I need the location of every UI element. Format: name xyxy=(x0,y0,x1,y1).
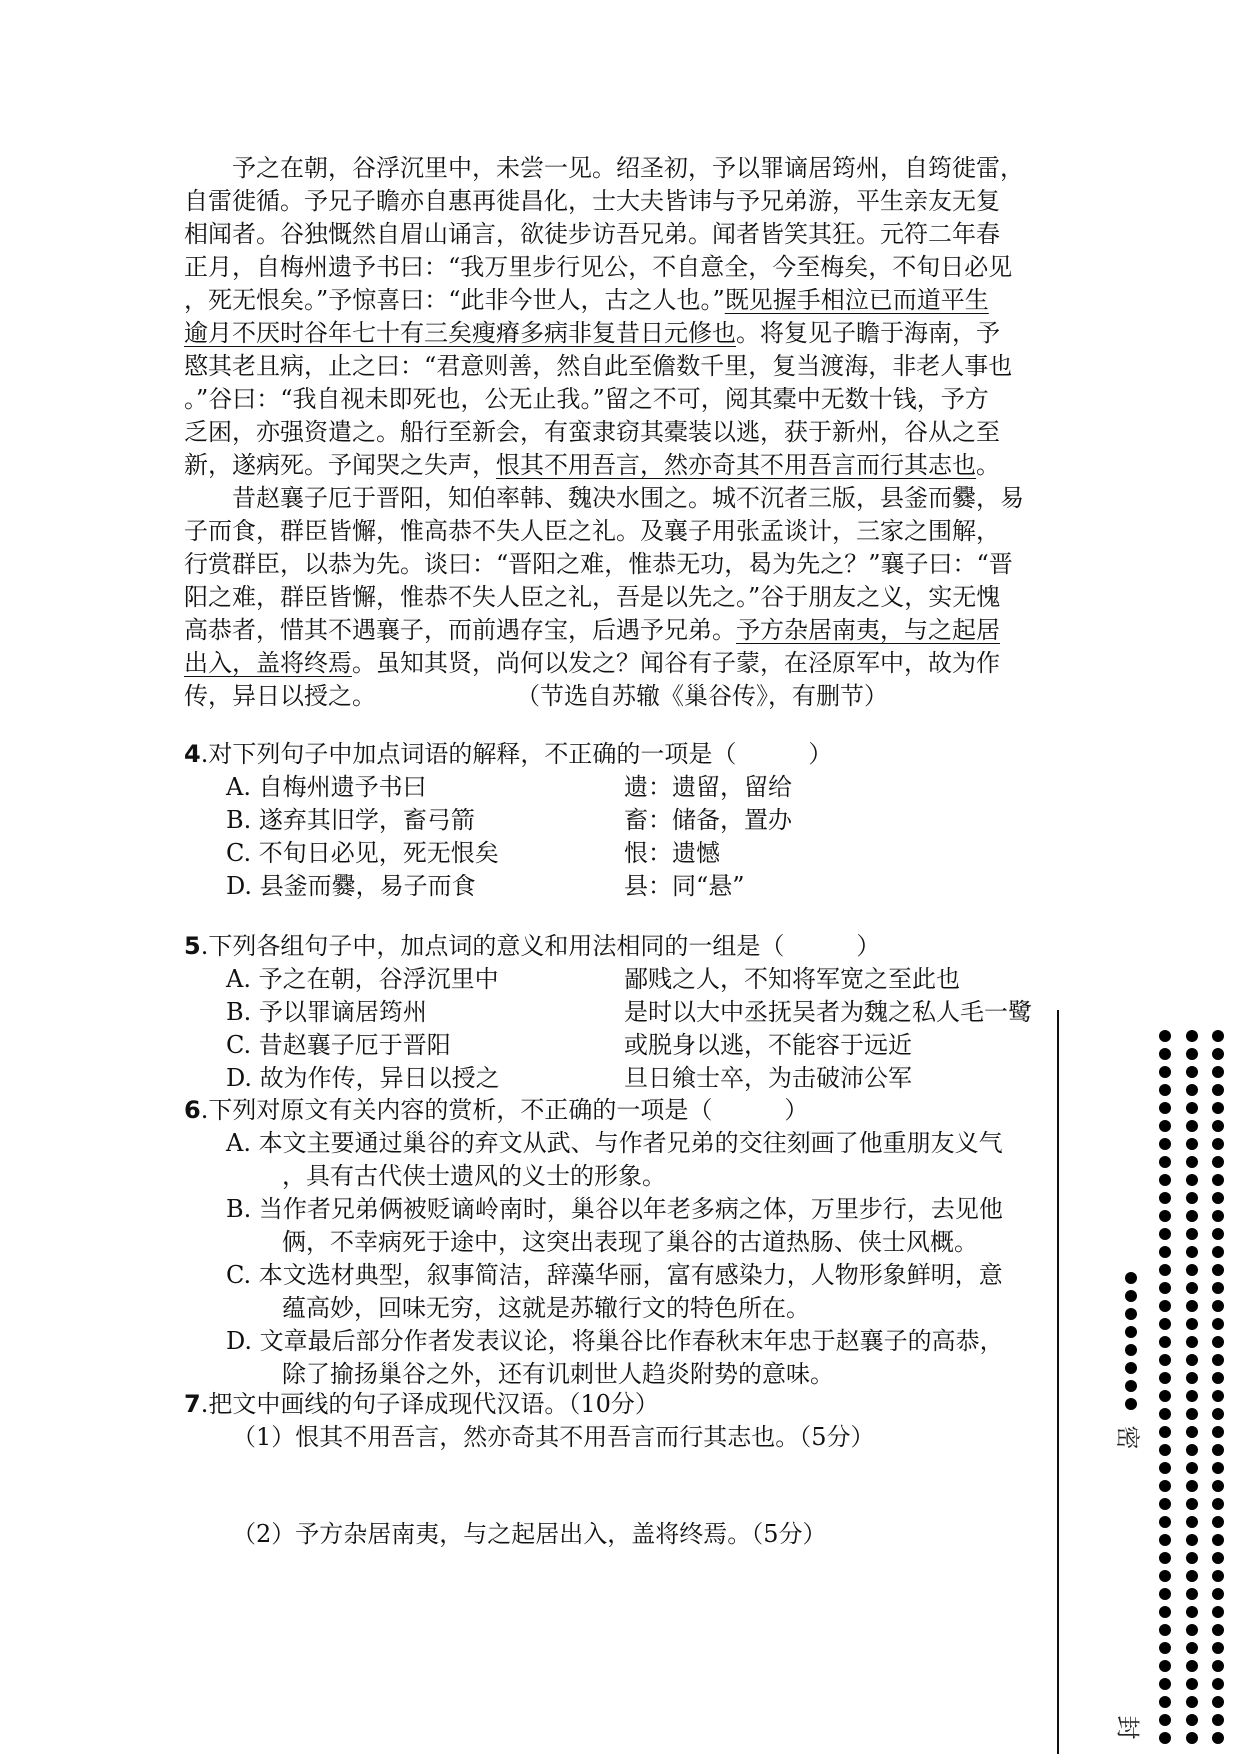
passage-text: 传，异日以授之。 xyxy=(184,682,376,710)
seal-dot xyxy=(1159,1606,1171,1618)
seal-dot xyxy=(1186,1174,1198,1186)
seal-dot xyxy=(1212,1642,1224,1654)
seal-dot xyxy=(1186,1534,1198,1546)
question-text: .下列各组句子中，加点词的意义和用法相同的一组是（ ） xyxy=(200,932,881,960)
question-text: .对下列句子中加点词语的解释，不正确的一项是（ ） xyxy=(200,740,833,768)
seal-dot xyxy=(1186,1732,1198,1744)
option-text: A. 本文主要通过巢谷的弃文从武、与作者兄弟的交往刻画了他重朋友义气 xyxy=(226,1129,1003,1157)
seal-dot xyxy=(1186,1300,1198,1312)
passage-text: 高恭者，惜其不遇襄子，而前遇存宝，后遇予兄弟。 xyxy=(184,616,736,644)
seal-dot xyxy=(1212,1426,1224,1438)
option-text-cont: ，具有古代侠士遗风的义士的形象。 xyxy=(282,1162,666,1190)
seal-dot xyxy=(1186,1156,1198,1168)
seal-dot xyxy=(1186,1552,1198,1564)
seal-dot xyxy=(1212,1282,1224,1294)
seal-dot xyxy=(1159,1498,1171,1510)
passage-line: 乏困，亦强资遣之。船行至新会，有蛮隶窃其橐装以逃，获于新州，谷从之至 xyxy=(184,418,1000,446)
seal-dot xyxy=(1125,1398,1137,1410)
seal-label-mi: 密 xyxy=(1113,1425,1142,1450)
option-b[interactable] xyxy=(184,1193,1044,1259)
option-text-cont: 除了揄扬巢谷之外，还有讥刺世人趋炎附势的意味。 xyxy=(282,1360,834,1388)
seal-dot xyxy=(1186,1264,1198,1276)
seal-dot xyxy=(1186,1696,1198,1708)
seal-dot xyxy=(1159,1552,1171,1564)
seal-dot xyxy=(1159,1048,1171,1060)
question-stem xyxy=(184,930,1044,963)
seal-dot xyxy=(1186,1390,1198,1402)
seal-dot xyxy=(1159,1660,1171,1672)
seal-dot xyxy=(1125,1380,1137,1392)
option-text: C. 不旬日必见，死无恨矣 xyxy=(226,839,499,867)
option-text: A. 予之在朝，谷浮沉里中 xyxy=(226,965,499,993)
seal-dot xyxy=(1212,1498,1224,1510)
seal-dot xyxy=(1212,1120,1224,1132)
translation-item-1: （1）恨其不用吾言，然亦奇其不用吾言而行其志也。（5分） xyxy=(232,1423,875,1451)
seal-dot xyxy=(1186,1714,1198,1726)
option-c[interactable] xyxy=(184,1259,1044,1325)
seal-dot xyxy=(1159,1174,1171,1186)
seal-dot xyxy=(1186,1408,1198,1420)
question-text: .把文中画线的句子译成现代汉语。（10分） xyxy=(200,1390,659,1418)
question-5 xyxy=(184,930,1044,1095)
seal-dot xyxy=(1186,1588,1198,1600)
question-7 xyxy=(184,1388,1044,1551)
seal-dot xyxy=(1212,1066,1224,1078)
option-a[interactable] xyxy=(184,963,1044,996)
reading-passage xyxy=(184,152,1054,713)
option-d[interactable] xyxy=(184,870,1044,903)
passage-line: 阳之难，群臣皆懈，惟恭不失人臣之礼，吾是以先之。”谷于朋友之义，实无愧 xyxy=(184,583,1001,611)
passage-line xyxy=(184,614,1054,647)
underlined-sentence-3-cont: 出入，盖将终焉 xyxy=(184,649,352,677)
passage-line: 予之在朝，谷浮沉里中，未尝一见。绍圣初，予以罪谪居筠州，自筠徙雷， xyxy=(232,154,1024,182)
option-text-cont: 俩，不幸病死于途中，这突出表现了巢谷的古道热肠、侠士风概。 xyxy=(282,1228,978,1256)
passage-line xyxy=(184,284,1054,317)
seal-dot xyxy=(1186,1462,1198,1474)
passage-line xyxy=(184,680,1054,713)
seal-dot xyxy=(1159,1300,1171,1312)
passage-line xyxy=(184,317,1054,350)
seal-dot xyxy=(1159,1264,1171,1276)
seal-dot xyxy=(1212,1246,1224,1258)
option-pair: 旦日飨士卒，为击破沛公军 xyxy=(624,1064,912,1092)
dotted-seal-line xyxy=(1125,1272,1138,1416)
seal-dot xyxy=(1212,1408,1224,1420)
seal-dot xyxy=(1159,1426,1171,1438)
binding-line xyxy=(1057,1010,1059,1754)
option-c[interactable] xyxy=(184,1029,1044,1062)
option-b[interactable] xyxy=(184,804,1044,837)
seal-dot xyxy=(1159,1714,1171,1726)
passage-text: ，死无恨矣。”予惊喜曰：“此非今世人，古之人也。” xyxy=(184,286,725,314)
seal-dot xyxy=(1212,1264,1224,1276)
option-text: D. 文章最后部分作者发表议论，将巢谷比作春秋末年忠于赵襄子的高恭， xyxy=(226,1327,1004,1355)
passage-source: （节选自苏辙《巢谷传》，有删节） xyxy=(516,682,888,710)
seal-dot xyxy=(1212,1390,1224,1402)
seal-dot xyxy=(1212,1444,1224,1456)
seal-dot xyxy=(1159,1228,1171,1240)
seal-dot xyxy=(1125,1362,1137,1374)
seal-dot xyxy=(1186,1030,1198,1042)
seal-dot xyxy=(1212,1660,1224,1672)
seal-dot xyxy=(1212,1138,1224,1150)
answer-space[interactable] xyxy=(184,1454,1044,1518)
seal-dot xyxy=(1212,1678,1224,1690)
seal-dot xyxy=(1159,1210,1171,1222)
option-text: D. 县釜而爨，易子而食 xyxy=(226,872,476,900)
seal-dot xyxy=(1212,1516,1224,1528)
option-c[interactable] xyxy=(184,837,1044,870)
seal-dot xyxy=(1186,1228,1198,1240)
seal-dot xyxy=(1212,1228,1224,1240)
seal-dot xyxy=(1186,1336,1198,1348)
dotted-seal-line xyxy=(1159,1030,1172,1750)
seal-dot xyxy=(1212,1048,1224,1060)
option-pair: 鄙贱之人，不知将军宽之至此也 xyxy=(624,965,960,993)
option-explanation: 恨：遗憾 xyxy=(624,839,720,867)
seal-dot xyxy=(1159,1516,1171,1528)
seal-dot xyxy=(1125,1344,1137,1356)
seal-dot xyxy=(1159,1336,1171,1348)
seal-dot xyxy=(1212,1570,1224,1582)
passage-text: 新，遂病死。予闻哭之失声， xyxy=(184,451,496,479)
question-4 xyxy=(184,738,1044,903)
seal-dot xyxy=(1125,1272,1137,1284)
question-number: 5 xyxy=(184,932,201,960)
seal-dot xyxy=(1212,1318,1224,1330)
seal-dot xyxy=(1186,1480,1198,1492)
seal-dot xyxy=(1212,1156,1224,1168)
seal-dot xyxy=(1159,1570,1171,1582)
passage-line: 正月，自梅州遗予书曰：“我万里步行见公，不自意全，今至梅矣，不旬日必见 xyxy=(184,253,1013,281)
seal-dot xyxy=(1212,1480,1224,1492)
option-text: C. 本文选材典型，叙事简洁，辞藻华丽，富有感染力，人物形象鲜明，意 xyxy=(226,1261,1003,1289)
seal-dot xyxy=(1159,1066,1171,1078)
seal-dot xyxy=(1125,1308,1137,1320)
question-stem xyxy=(184,738,1044,771)
seal-dot xyxy=(1186,1498,1198,1510)
passage-line: 愍其老且病，止之曰：“君意则善，然自此至儋数千里，复当渡海，非老人事也 xyxy=(184,352,1013,380)
seal-dot xyxy=(1212,1192,1224,1204)
seal-dot xyxy=(1212,1696,1224,1708)
seal-dot xyxy=(1186,1282,1198,1294)
seal-dot xyxy=(1186,1192,1198,1204)
seal-dot xyxy=(1212,1534,1224,1546)
seal-dot xyxy=(1186,1642,1198,1654)
question-6 xyxy=(184,1094,1044,1391)
seal-dot xyxy=(1186,1084,1198,1096)
option-text: A. 自梅州遗予书曰 xyxy=(226,773,427,801)
seal-dot xyxy=(1159,1480,1171,1492)
seal-dot xyxy=(1212,1624,1224,1636)
passage-line: 相闻者。谷独慨然自眉山诵言，欲徒步访吾兄弟。闻者皆笑其狂。元符二年春 xyxy=(184,220,1000,248)
seal-dot xyxy=(1212,1354,1224,1366)
dotted-seal-line xyxy=(1212,1030,1225,1750)
seal-dot xyxy=(1159,1678,1171,1690)
seal-dot xyxy=(1159,1246,1171,1258)
seal-dot xyxy=(1186,1354,1198,1366)
option-b[interactable] xyxy=(184,996,1044,1029)
seal-dot xyxy=(1212,1030,1224,1042)
underlined-sentence-1: 既见握手相泣已而道平生 xyxy=(724,286,989,314)
seal-dot xyxy=(1159,1588,1171,1600)
question-number: 4 xyxy=(184,740,201,768)
seal-dot xyxy=(1212,1372,1224,1384)
seal-dot xyxy=(1212,1174,1224,1186)
seal-dot xyxy=(1186,1246,1198,1258)
option-text-cont: 蕴高妙，回味无穷，这就是苏辙行文的特色所在。 xyxy=(282,1294,810,1322)
seal-label-feng: 封 xyxy=(1113,1715,1142,1740)
option-explanation: 遗：遗留，留给 xyxy=(624,773,792,801)
seal-dot xyxy=(1186,1372,1198,1384)
seal-dot xyxy=(1186,1048,1198,1060)
option-a[interactable] xyxy=(184,1127,1044,1193)
question-stem xyxy=(184,1094,1044,1127)
seal-dot xyxy=(1159,1282,1171,1294)
passage-line: 自雷徙循。予兄子瞻亦自惠再徙昌化，士大夫皆讳与予兄弟游，平生亲友无复 xyxy=(184,187,1000,215)
seal-dot xyxy=(1159,1534,1171,1546)
seal-dot xyxy=(1186,1660,1198,1672)
question-stem xyxy=(184,1388,1044,1421)
translation-item-2: （2）予方杂居南夷，与之起居出入，盖将终焉。（5分） xyxy=(232,1520,827,1548)
seal-dot xyxy=(1212,1606,1224,1618)
seal-dot xyxy=(1212,1462,1224,1474)
option-d[interactable] xyxy=(184,1325,1044,1391)
passage-line: 行赏群臣，以恭为先。谈曰：“晋阳之难，惟恭无功，曷为先之？”襄子曰：“晋 xyxy=(184,550,1013,578)
passage-line xyxy=(184,647,1054,680)
question-number: 7 xyxy=(184,1390,201,1418)
option-text: B. 予以罪谪居筠州 xyxy=(226,998,427,1026)
seal-dot xyxy=(1186,1210,1198,1222)
seal-dot xyxy=(1212,1552,1224,1564)
seal-dot xyxy=(1186,1318,1198,1330)
passage-line xyxy=(184,449,1054,482)
seal-dot xyxy=(1159,1696,1171,1708)
seal-dot xyxy=(1212,1732,1224,1744)
underlined-sentence-2: 恨其不用吾言，然亦奇其不用吾言而行其志也 xyxy=(496,451,976,479)
seal-dot xyxy=(1212,1084,1224,1096)
seal-dot xyxy=(1186,1606,1198,1618)
option-text: D. 故为作传，异日以授之 xyxy=(226,1064,500,1092)
passage-text: 。虽知其贤，尚何以发之？闻谷有子蒙，在泾原军中，故为作 xyxy=(352,649,1000,677)
seal-dot xyxy=(1186,1624,1198,1636)
seal-dot xyxy=(1159,1138,1171,1150)
seal-dot xyxy=(1159,1354,1171,1366)
passage-line: 子而食，群臣皆懈，惟高恭不失人臣之礼。及襄子用张孟谈计，三家之围解， xyxy=(184,517,1000,545)
option-explanation: 县：同“悬” xyxy=(624,872,745,900)
option-d[interactable] xyxy=(184,1062,1044,1095)
passage-text: 。将复见子瞻于海南，予 xyxy=(736,319,1000,347)
passage-text: 。 xyxy=(976,451,1000,479)
seal-dot xyxy=(1212,1714,1224,1726)
seal-dot xyxy=(1186,1678,1198,1690)
seal-dot xyxy=(1186,1120,1198,1132)
seal-dot xyxy=(1186,1426,1198,1438)
option-a[interactable] xyxy=(184,771,1044,804)
option-text: B. 当作者兄弟俩被贬谪岭南时，巢谷以年老多病之体，万里步行，去见他 xyxy=(226,1195,1003,1223)
option-pair: 或脱身以逃，不能容于远近 xyxy=(624,1031,912,1059)
seal-dot xyxy=(1212,1300,1224,1312)
seal-dot xyxy=(1159,1390,1171,1402)
seal-dot xyxy=(1186,1138,1198,1150)
question-number: 6 xyxy=(184,1096,201,1124)
seal-dot xyxy=(1159,1372,1171,1384)
seal-dot xyxy=(1159,1732,1171,1744)
seal-dot xyxy=(1159,1192,1171,1204)
option-text: B. 遂弃其旧学，畜弓箭 xyxy=(226,806,475,834)
seal-dot xyxy=(1186,1444,1198,1456)
option-pair: 是时以大中丞抚吴者为魏之私人毛一鹭 xyxy=(624,998,1032,1026)
seal-dot xyxy=(1212,1336,1224,1348)
passage-line: 。”谷曰：“我自视未即死也，公无止我。”留之不可，阅其橐中无数十钱，予方 xyxy=(184,385,989,413)
seal-dot xyxy=(1212,1102,1224,1114)
seal-dot xyxy=(1125,1290,1137,1302)
seal-dot xyxy=(1159,1156,1171,1168)
seal-dot xyxy=(1186,1102,1198,1114)
seal-dot xyxy=(1159,1462,1171,1474)
seal-dot xyxy=(1159,1408,1171,1420)
seal-dot xyxy=(1212,1210,1224,1222)
seal-dot xyxy=(1159,1642,1171,1654)
seal-dot xyxy=(1186,1516,1198,1528)
option-explanation: 畜：储备，置办 xyxy=(624,806,792,834)
underlined-sentence-3: 予方杂居南夷，与之起居 xyxy=(736,616,1000,644)
seal-dot xyxy=(1186,1570,1198,1582)
seal-dot xyxy=(1159,1030,1171,1042)
seal-dot xyxy=(1186,1066,1198,1078)
seal-dot xyxy=(1125,1326,1137,1338)
seal-dot xyxy=(1159,1624,1171,1636)
seal-dot xyxy=(1159,1120,1171,1132)
seal-dot xyxy=(1212,1588,1224,1600)
option-text: C. 昔赵襄子厄于晋阳 xyxy=(226,1031,451,1059)
passage-line: 昔赵襄子厄于晋阳，知伯率韩、魏决水围之。城不沉者三版，县釜而爨，易 xyxy=(232,484,1024,512)
dotted-seal-line xyxy=(1186,1030,1199,1750)
seal-dot xyxy=(1159,1084,1171,1096)
seal-dot xyxy=(1159,1444,1171,1456)
underlined-sentence-1-cont: 逾月不厌时谷年七十有三矣瘦瘠多病非复昔日元修也 xyxy=(184,319,736,347)
seal-dot xyxy=(1159,1102,1171,1114)
question-text: .下列对原文有关内容的赏析，不正确的一项是（ ） xyxy=(200,1096,809,1124)
seal-dot xyxy=(1159,1318,1171,1330)
